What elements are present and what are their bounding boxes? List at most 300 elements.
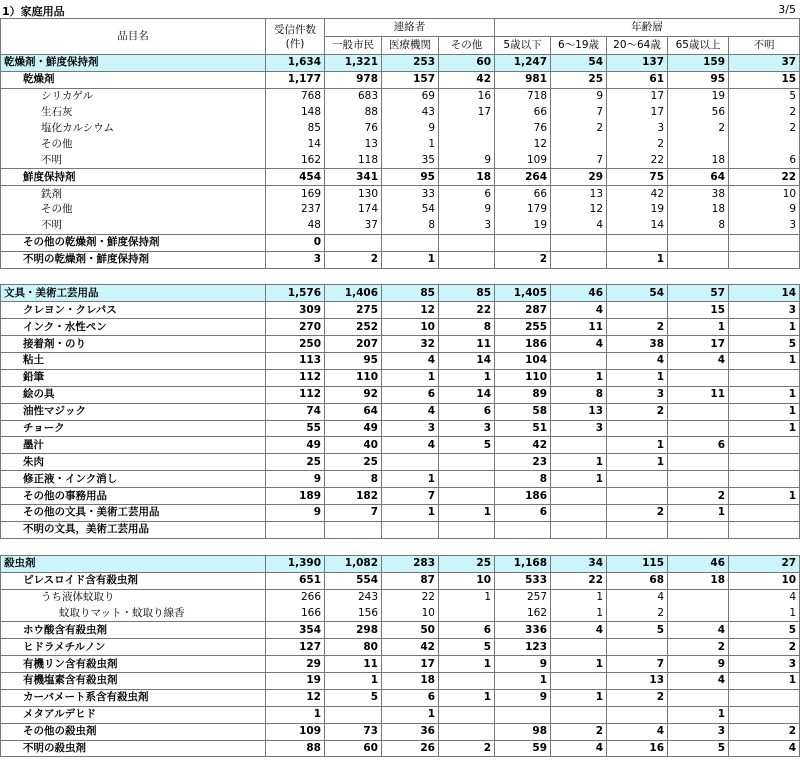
value-cell: 148 xyxy=(266,105,325,121)
value-cell xyxy=(551,706,607,723)
value-cell: 6 xyxy=(668,437,729,454)
table-row xyxy=(1,706,800,723)
value-cell xyxy=(551,521,607,538)
value-cell: 3 xyxy=(607,386,668,403)
value-cell: 85 xyxy=(266,121,325,137)
value-cell: 11 xyxy=(551,319,607,336)
total-header xyxy=(266,19,325,55)
value-cell: 2 xyxy=(325,251,382,268)
value-cell xyxy=(551,505,607,522)
value-cell: 283 xyxy=(382,555,439,572)
value-cell: 22 xyxy=(439,302,495,319)
value-cell: 9 xyxy=(266,505,325,522)
value-cell: 127 xyxy=(266,639,325,656)
table-row xyxy=(1,605,800,621)
table-row xyxy=(1,336,800,353)
value-cell: 17 xyxy=(382,656,439,673)
value-cell: 1,634 xyxy=(266,55,325,72)
value-cell: 1 xyxy=(607,369,668,386)
value-cell: 7 xyxy=(551,105,607,121)
value-cell: 5 xyxy=(607,622,668,639)
spacer-row xyxy=(1,268,800,285)
table-row xyxy=(1,136,800,152)
value-cell xyxy=(607,302,668,319)
value-cell: 3 xyxy=(729,302,800,319)
table-row xyxy=(1,302,800,319)
value-cell: 3 xyxy=(439,218,495,234)
table-body xyxy=(1,55,800,757)
value-cell: 7 xyxy=(325,505,382,522)
value-cell xyxy=(551,251,607,268)
value-cell: 10 xyxy=(382,319,439,336)
value-cell xyxy=(439,251,495,268)
value-cell: 4 xyxy=(551,336,607,353)
value-cell: 255 xyxy=(495,319,551,336)
value-cell: 2 xyxy=(668,121,729,137)
value-cell: 1 xyxy=(439,589,495,605)
value-cell: 22 xyxy=(551,572,607,589)
value-cell: 19 xyxy=(495,218,551,234)
value-cell: 37 xyxy=(325,218,382,234)
value-cell xyxy=(729,369,800,386)
value-cell: 2 xyxy=(607,605,668,621)
value-cell: 46 xyxy=(668,555,729,572)
item-name: 蚊取りマット・蚊取り線香 xyxy=(1,605,266,621)
value-cell: 8 xyxy=(325,471,382,488)
value-cell: 16 xyxy=(439,88,495,104)
table-row xyxy=(1,672,800,689)
table-row xyxy=(1,521,800,538)
value-cell: 18 xyxy=(668,152,729,168)
value-cell: 2 xyxy=(495,251,551,268)
age-header-under5: 5歳以下 xyxy=(495,37,551,55)
value-cell: 5 xyxy=(729,336,800,353)
value-cell xyxy=(607,234,668,251)
value-cell: 29 xyxy=(551,169,607,186)
item-name: その他の殺虫剤 xyxy=(1,723,266,740)
total-header-line1: 受信件数 xyxy=(274,23,316,36)
value-cell: 25 xyxy=(266,454,325,471)
value-cell: 1,082 xyxy=(325,555,382,572)
value-cell: 17 xyxy=(607,88,668,104)
value-cell: 42 xyxy=(382,639,439,656)
value-cell: 75 xyxy=(607,169,668,186)
value-cell: 159 xyxy=(668,55,729,72)
value-cell: 978 xyxy=(325,71,382,88)
value-cell: 264 xyxy=(495,169,551,186)
item-name: 鉄剤 xyxy=(1,186,266,202)
value-cell: 237 xyxy=(266,202,325,218)
value-cell: 5 xyxy=(729,622,800,639)
value-cell: 59 xyxy=(495,740,551,757)
value-cell: 1 xyxy=(551,605,607,621)
value-cell: 19 xyxy=(607,202,668,218)
value-cell xyxy=(729,689,800,706)
value-cell xyxy=(607,471,668,488)
value-cell: 74 xyxy=(266,403,325,420)
value-cell: 0 xyxy=(266,234,325,251)
table-row xyxy=(1,186,800,202)
value-cell: 651 xyxy=(266,572,325,589)
value-cell: 156 xyxy=(325,605,382,621)
value-cell: 10 xyxy=(729,572,800,589)
value-cell: 1 xyxy=(266,706,325,723)
value-cell: 23 xyxy=(495,454,551,471)
value-cell: 9 xyxy=(495,689,551,706)
value-cell xyxy=(668,136,729,152)
value-cell: 9 xyxy=(439,202,495,218)
value-cell: 137 xyxy=(607,55,668,72)
spacer-cell xyxy=(1,538,800,555)
value-cell: 27 xyxy=(729,555,800,572)
value-cell: 64 xyxy=(668,169,729,186)
table-row xyxy=(1,55,800,72)
age-header-6-19: 6～19歳 xyxy=(551,37,607,55)
value-cell: 5 xyxy=(325,689,382,706)
value-cell: 10 xyxy=(439,572,495,589)
value-cell: 14 xyxy=(439,386,495,403)
item-name: 不明の乾燥剤・鮮度保持剤 xyxy=(1,251,266,268)
age-header-unknown: 不明 xyxy=(729,37,800,55)
value-cell: 7 xyxy=(607,656,668,673)
value-cell: 9 xyxy=(439,152,495,168)
value-cell: 207 xyxy=(325,336,382,353)
value-cell: 88 xyxy=(325,105,382,121)
value-cell: 3 xyxy=(668,723,729,740)
value-cell: 80 xyxy=(325,639,382,656)
item-name: 乾燥剤・鮮度保持剤 xyxy=(1,55,266,72)
value-cell: 8 xyxy=(668,218,729,234)
value-cell: 42 xyxy=(607,186,668,202)
value-cell: 60 xyxy=(325,740,382,757)
item-name: 有機リン含有殺虫剤 xyxy=(1,656,266,673)
table-row xyxy=(1,105,800,121)
value-cell: 2 xyxy=(668,488,729,505)
value-cell: 1 xyxy=(551,471,607,488)
value-cell: 14 xyxy=(607,218,668,234)
value-cell: 3 xyxy=(607,121,668,137)
value-cell: 123 xyxy=(495,639,551,656)
table-row xyxy=(1,319,800,336)
value-cell: 48 xyxy=(266,218,325,234)
value-cell: 19 xyxy=(266,672,325,689)
value-cell: 1 xyxy=(551,656,607,673)
item-name: その他の事務用品 xyxy=(1,488,266,505)
value-cell: 4 xyxy=(551,302,607,319)
value-cell xyxy=(729,251,800,268)
table-row xyxy=(1,589,800,605)
value-cell: 2 xyxy=(729,105,800,121)
value-cell: 34 xyxy=(551,555,607,572)
poison-inquiry-table xyxy=(0,18,800,757)
value-cell xyxy=(668,589,729,605)
value-cell xyxy=(382,234,439,251)
value-cell: 1 xyxy=(551,369,607,386)
value-cell: 2 xyxy=(439,740,495,757)
value-cell: 1 xyxy=(439,689,495,706)
value-cell xyxy=(668,454,729,471)
value-cell: 95 xyxy=(325,353,382,370)
value-cell: 336 xyxy=(495,622,551,639)
value-cell: 15 xyxy=(668,302,729,319)
table-row xyxy=(1,471,800,488)
value-cell xyxy=(325,521,382,538)
value-cell: 22 xyxy=(729,169,800,186)
value-cell: 1 xyxy=(382,471,439,488)
value-cell: 1 xyxy=(607,437,668,454)
table-row xyxy=(1,656,800,673)
table-row xyxy=(1,386,800,403)
item-name: クレヨン・クレパス xyxy=(1,302,266,319)
value-cell: 4 xyxy=(668,672,729,689)
value-cell: 88 xyxy=(266,740,325,757)
item-name: ホウ酸含有殺虫剤 xyxy=(1,622,266,639)
value-cell: 298 xyxy=(325,622,382,639)
value-cell: 1 xyxy=(607,454,668,471)
table-row xyxy=(1,437,800,454)
value-cell: 166 xyxy=(266,605,325,621)
item-name: 生石灰 xyxy=(1,105,266,121)
value-cell: 12 xyxy=(382,302,439,319)
contact-header-medical: 医療機関 xyxy=(382,37,439,55)
contact-header-other: その他 xyxy=(439,37,495,55)
value-cell: 1 xyxy=(495,672,551,689)
table-row xyxy=(1,555,800,572)
value-cell: 87 xyxy=(382,572,439,589)
value-cell: 95 xyxy=(382,169,439,186)
value-cell: 243 xyxy=(325,589,382,605)
value-cell: 1 xyxy=(382,369,439,386)
item-name: 鉛筆 xyxy=(1,369,266,386)
table-row xyxy=(1,622,800,639)
table-row xyxy=(1,403,800,420)
item-name: シリカゲル xyxy=(1,88,266,104)
value-cell: 1 xyxy=(607,251,668,268)
value-cell xyxy=(551,437,607,454)
value-cell: 4 xyxy=(551,740,607,757)
value-cell xyxy=(668,369,729,386)
value-cell xyxy=(729,521,800,538)
value-cell xyxy=(439,672,495,689)
value-cell xyxy=(439,605,495,621)
value-cell: 17 xyxy=(607,105,668,121)
value-cell: 2 xyxy=(729,723,800,740)
value-cell: 718 xyxy=(495,88,551,104)
value-cell: 17 xyxy=(668,336,729,353)
value-cell: 2 xyxy=(607,319,668,336)
value-cell: 3 xyxy=(382,420,439,437)
value-cell: 113 xyxy=(266,353,325,370)
value-cell xyxy=(439,471,495,488)
value-cell: 12 xyxy=(551,202,607,218)
value-cell: 98 xyxy=(495,723,551,740)
value-cell: 29 xyxy=(266,656,325,673)
value-cell: 3 xyxy=(439,420,495,437)
value-cell xyxy=(439,521,495,538)
value-cell xyxy=(439,723,495,740)
table-row xyxy=(1,202,800,218)
value-cell: 1 xyxy=(729,488,800,505)
value-cell: 10 xyxy=(382,605,439,621)
value-cell: 13 xyxy=(607,672,668,689)
table-row xyxy=(1,121,800,137)
value-cell xyxy=(382,454,439,471)
item-name: その他の文具・美術工芸用品 xyxy=(1,505,266,522)
value-cell: 22 xyxy=(607,152,668,168)
value-cell: 22 xyxy=(382,589,439,605)
value-cell: 4 xyxy=(668,622,729,639)
value-cell: 18 xyxy=(382,672,439,689)
value-cell xyxy=(266,521,325,538)
value-cell: 8 xyxy=(495,471,551,488)
value-cell: 275 xyxy=(325,302,382,319)
value-cell: 14 xyxy=(439,353,495,370)
value-cell: 157 xyxy=(382,71,439,88)
table-row xyxy=(1,488,800,505)
value-cell: 354 xyxy=(266,622,325,639)
value-cell: 19 xyxy=(668,88,729,104)
value-cell xyxy=(495,706,551,723)
value-cell: 55 xyxy=(266,420,325,437)
value-cell: 89 xyxy=(495,386,551,403)
value-cell: 115 xyxy=(607,555,668,572)
value-cell xyxy=(729,234,800,251)
table-row xyxy=(1,218,800,234)
value-cell xyxy=(668,689,729,706)
value-cell: 26 xyxy=(382,740,439,757)
value-cell: 64 xyxy=(325,403,382,420)
value-cell: 32 xyxy=(382,336,439,353)
value-cell: 4 xyxy=(551,218,607,234)
value-cell: 4 xyxy=(382,403,439,420)
value-cell: 189 xyxy=(266,488,325,505)
item-name: 不明の殺虫剤 xyxy=(1,740,266,757)
value-cell: 104 xyxy=(495,353,551,370)
value-cell: 61 xyxy=(607,71,668,88)
value-cell: 9 xyxy=(495,656,551,673)
value-cell: 3 xyxy=(551,420,607,437)
value-cell: 112 xyxy=(266,386,325,403)
value-cell xyxy=(607,706,668,723)
item-name: その他 xyxy=(1,202,266,218)
value-cell: 16 xyxy=(607,740,668,757)
value-cell: 1 xyxy=(729,386,800,403)
value-cell xyxy=(551,672,607,689)
value-cell: 1 xyxy=(382,706,439,723)
value-cell: 186 xyxy=(495,488,551,505)
value-cell: 4 xyxy=(607,723,668,740)
value-cell: 51 xyxy=(495,420,551,437)
value-cell: 309 xyxy=(266,302,325,319)
value-cell: 46 xyxy=(551,285,607,302)
value-cell: 2 xyxy=(729,639,800,656)
value-cell xyxy=(325,706,382,723)
age-header-20-64: 20～64歳 xyxy=(607,37,668,55)
value-cell: 4 xyxy=(729,740,800,757)
value-cell: 40 xyxy=(325,437,382,454)
value-cell: 454 xyxy=(266,169,325,186)
value-cell: 9 xyxy=(551,88,607,104)
value-cell: 7 xyxy=(551,152,607,168)
value-cell: 1 xyxy=(551,589,607,605)
table-row xyxy=(1,740,800,757)
value-cell: 9 xyxy=(266,471,325,488)
value-cell: 6 xyxy=(729,152,800,168)
value-cell: 1 xyxy=(439,656,495,673)
value-cell: 2 xyxy=(607,136,668,152)
value-cell: 257 xyxy=(495,589,551,605)
age-header-65plus: 65歳以上 xyxy=(668,37,729,55)
value-cell: 54 xyxy=(551,55,607,72)
table-row xyxy=(1,689,800,706)
value-cell: 179 xyxy=(495,202,551,218)
value-cell: 533 xyxy=(495,572,551,589)
item-name: 朱肉 xyxy=(1,454,266,471)
value-cell xyxy=(495,521,551,538)
value-cell: 12 xyxy=(495,136,551,152)
value-cell: 13 xyxy=(551,403,607,420)
value-cell: 174 xyxy=(325,202,382,218)
value-cell: 58 xyxy=(495,403,551,420)
value-cell: 5 xyxy=(729,88,800,104)
value-cell: 1 xyxy=(729,672,800,689)
value-cell xyxy=(729,706,800,723)
value-cell: 9 xyxy=(668,656,729,673)
value-cell: 1,177 xyxy=(266,71,325,88)
item-name: 塩化カルシウム xyxy=(1,121,266,137)
item-name: 墨汁 xyxy=(1,437,266,454)
contact-header-public: 一般市民 xyxy=(325,37,382,55)
value-cell xyxy=(495,234,551,251)
value-cell: 38 xyxy=(607,336,668,353)
value-cell: 18 xyxy=(668,572,729,589)
value-cell xyxy=(439,454,495,471)
value-cell xyxy=(668,471,729,488)
value-cell xyxy=(439,136,495,152)
value-cell: 1 xyxy=(382,251,439,268)
value-cell: 4 xyxy=(382,437,439,454)
page-indicator: 3/5 xyxy=(778,3,796,16)
value-cell: 118 xyxy=(325,152,382,168)
value-cell: 4 xyxy=(382,353,439,370)
item-name: メタアルデヒド xyxy=(1,706,266,723)
value-cell: 76 xyxy=(495,121,551,137)
value-cell: 9 xyxy=(729,202,800,218)
value-cell: 270 xyxy=(266,319,325,336)
table-row xyxy=(1,169,800,186)
value-cell: 95 xyxy=(668,71,729,88)
value-cell: 162 xyxy=(266,152,325,168)
value-cell: 85 xyxy=(382,285,439,302)
table-row xyxy=(1,71,800,88)
value-cell xyxy=(607,420,668,437)
value-cell: 73 xyxy=(325,723,382,740)
value-cell: 6 xyxy=(439,186,495,202)
value-cell: 1,405 xyxy=(495,285,551,302)
value-cell xyxy=(729,471,800,488)
item-name: 油性マジック xyxy=(1,403,266,420)
value-cell xyxy=(551,488,607,505)
value-cell xyxy=(439,488,495,505)
value-cell xyxy=(668,234,729,251)
value-cell: 57 xyxy=(668,285,729,302)
table-row xyxy=(1,639,800,656)
value-cell: 110 xyxy=(325,369,382,386)
value-cell: 6 xyxy=(439,403,495,420)
value-cell: 15 xyxy=(729,71,800,88)
value-cell: 162 xyxy=(495,605,551,621)
value-cell: 33 xyxy=(382,186,439,202)
